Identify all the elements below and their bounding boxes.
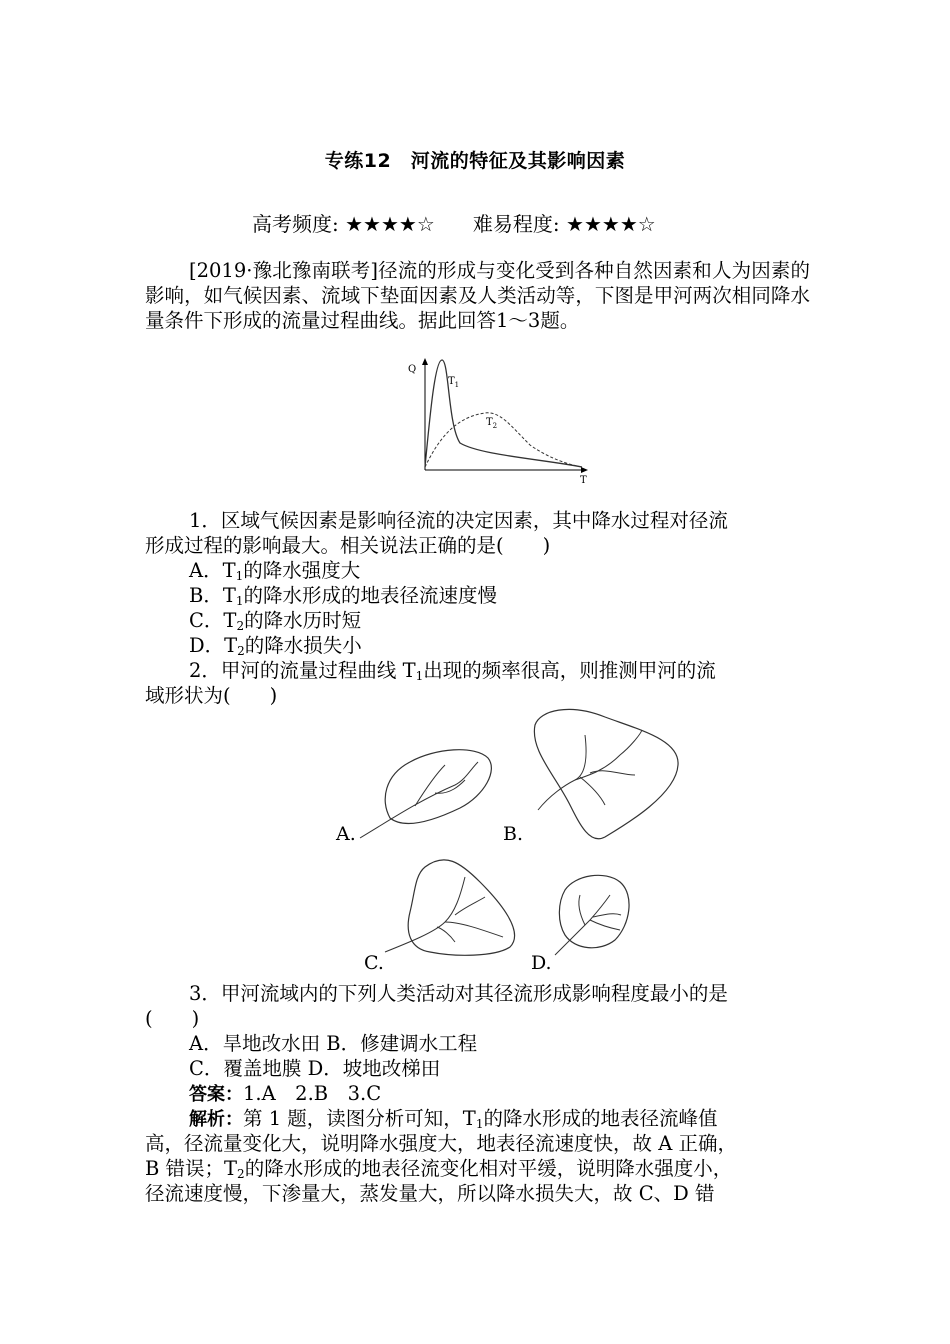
basin-shape-a — [360, 740, 500, 840]
q1-stem-line2: 形成过程的影响最大。相关说法正确的是( ) — [145, 534, 551, 557]
page-title: 专练12 河流的特征及其影响因素 — [324, 150, 626, 172]
curve-t1-label: $T_1$ — [448, 376, 460, 389]
analysis-line4: 径流速度慢，下渗量大，蒸发量大，所以降水损失大，故 C、D 错 — [145, 1182, 715, 1205]
intro-paragraph: [2019·豫北豫南联考]径流的形成与变化受到各种自然因素和人为因素的影响，如气候因素、流域下垫面因素及人类活动等，下图是甲河两次相同降水量条件下形成的流量过程曲线。据此回答1～3题。 — [145, 259, 810, 332]
answer-text: 1.A 2.B 3.C — [243, 1082, 382, 1105]
basin-label-d: D. — [531, 952, 552, 974]
answer-line — [189, 1081, 381, 1107]
q1-option-c: C．$T_2$的降水历时短 — [189, 609, 362, 633]
q2-stem-line2: 域形状为( ) — [145, 684, 278, 707]
difficulty-meta — [252, 208, 656, 237]
y-axis-arrow — [422, 358, 428, 365]
frequency-label: 高考频度: — [252, 212, 339, 236]
q1-stem-line1: 1．区域气候因素是影响径流的决定因素，其中降水过程对径流 — [189, 509, 728, 532]
analysis-line2: 高，径流量变化大，说明降水强度大，地表径流速度快，故 A 正确， — [145, 1132, 737, 1155]
flow-process-figure — [400, 355, 595, 485]
basin-label-a: A. — [336, 823, 356, 845]
analysis-label: 解析： — [189, 1109, 243, 1130]
basin-label-b: B. — [503, 823, 524, 845]
q1-option-a: A．$T_1$的降水强度大 — [189, 559, 361, 583]
basin-label-c: C. — [364, 952, 384, 974]
q3-stem-line1: 3．甲河流域内的下列人类活动对其径流形成影响程度最小的是 — [189, 982, 728, 1005]
curve-t2 — [425, 413, 582, 467]
q3-options-cd: C．覆盖地膜 D．坡地改梯田 — [189, 1057, 441, 1080]
basin-shape-c — [385, 857, 525, 957]
x-axis-arrow — [581, 467, 588, 473]
difficulty-stars: ★★★★☆ — [566, 212, 656, 236]
curve-t2-label: $T_2$ — [486, 417, 498, 430]
analysis-line3: B 错误；$T_2$的降水形成的地表径流变化相对平缓，说明降水强度小， — [145, 1157, 733, 1181]
q3-options-ab: A．旱地改水田 B．修建调水工程 — [189, 1032, 478, 1055]
basin-shape-d — [555, 870, 635, 955]
difficulty-label: 难易程度: — [472, 212, 560, 236]
x-axis-label: T — [580, 475, 587, 486]
q1-option-d: D．$T_2$的降水损失小 — [189, 634, 362, 658]
answer-label: 答案： — [189, 1084, 243, 1105]
frequency-stars: ★★★★☆ — [345, 212, 435, 236]
analysis-line1: 解析：第 1 题，读图分析可知，$T_1$的降水形成的地表径流峰值 — [189, 1107, 718, 1131]
basin-shape-b — [530, 705, 680, 845]
q3-stem-line2: ( ) — [145, 1007, 200, 1030]
q1-option-b: B．$T_1$的降水形成的地表径流速度慢 — [189, 584, 497, 608]
q2-stem-line1: 2．甲河的流量过程曲线 $T_1$出现的频率很高，则推测甲河的流 — [189, 659, 716, 683]
y-axis-label: Q — [408, 364, 417, 375]
